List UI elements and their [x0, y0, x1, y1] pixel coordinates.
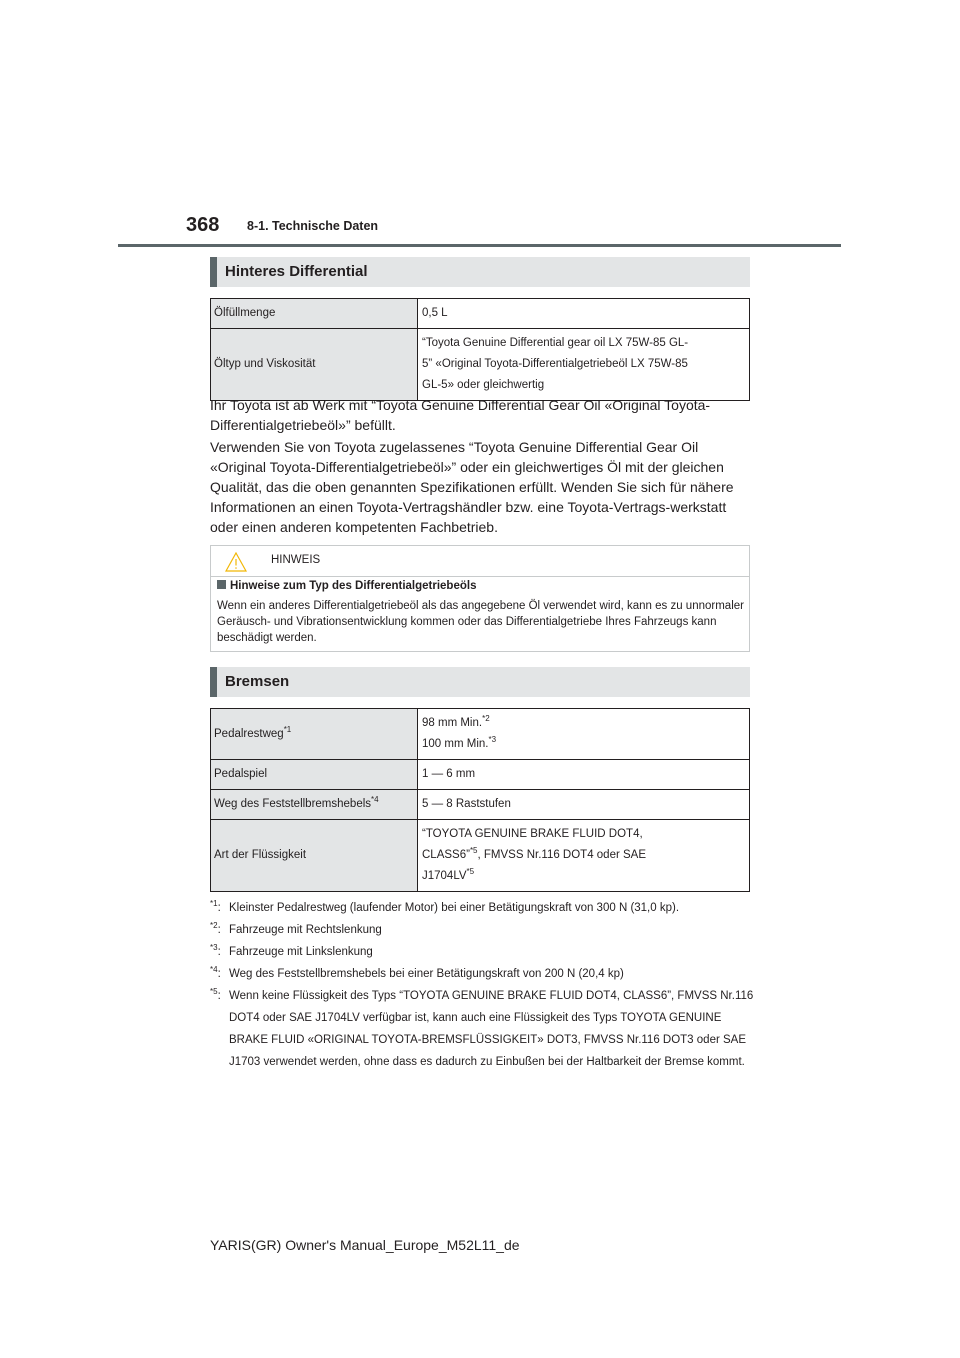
- oil-type-line: GL-5» oder gleichwertig: [422, 379, 545, 391]
- table-row: [211, 709, 750, 760]
- table-row: [211, 329, 750, 401]
- footnotes: [210, 897, 760, 1073]
- oil-type-line: “Toyota Genuine Differential gear oil LX 75W-85 GL-: [422, 337, 689, 349]
- footnote-text: Fahrzeuge mit Linkslenkung: [229, 946, 373, 958]
- pedal-reserve-label: [211, 709, 418, 760]
- footnote-mark-text: *1: [210, 899, 218, 909]
- pedal-reserve-lhd-text: 100 mm Min.: [422, 738, 489, 750]
- fluid-line-text: , FMVSS Nr.116 DOT4 oder SAE: [477, 849, 647, 861]
- table-row: [211, 760, 750, 790]
- footnote: [210, 985, 760, 1073]
- footnote: [210, 941, 760, 963]
- footnote-ref: *2: [482, 714, 490, 724]
- footnote-ref: *5: [469, 846, 478, 856]
- footnote-text: Fahrzeuge mit Rechtslenkung: [229, 924, 382, 936]
- notice-body: Wenn ein anderes Differentialgetriebeöl als das angegebene Öl verwendet wird, kann es zu unnormaler Geräusch- und Vibrationsentwicklung kommen oder das Differentialgetriebe Ihres Fahrzeugs kann beschädigt werden.: [217, 600, 744, 644]
- footnote-mark: $^{*3}$:: [210, 943, 221, 958]
- footnote-text: Kleinster Pedalrestweg (laufender Motor) bei einer Betätigungskraft von 300 N (31,0 kp).: [229, 902, 680, 914]
- section-heading-brakes: Bremsen: [210, 667, 750, 697]
- pedal-reserve-rhd-text: 98 mm Min.: [422, 717, 483, 729]
- pedal-reserve-rhd: [422, 713, 746, 734]
- oil-type-label: Öltyp und Viskosität: [211, 329, 418, 401]
- caution-triangle-icon: [225, 552, 247, 572]
- brakes-table: [210, 708, 750, 892]
- footnote-mark-text: *3: [210, 943, 218, 953]
- rear-differential-table: [210, 298, 750, 401]
- notice-header: [211, 546, 749, 577]
- notice-box: [210, 545, 750, 652]
- parking-brake-value: 5 — 8 Raststufen: [418, 790, 750, 820]
- fluid-line: “TOYOTA GENUINE BRAKE FLUID DOT4,: [422, 828, 643, 840]
- square-bullet-icon: [217, 580, 226, 589]
- footnote-mark: $^{*2}$:: [210, 921, 221, 936]
- parking-brake-label: [211, 790, 418, 820]
- footnote: [210, 963, 760, 985]
- footnote-mark: $^{*4}$:: [210, 965, 221, 980]
- pedal-reserve-label-text: Pedalrestweg: [214, 727, 284, 740]
- fluid-type-value: [418, 820, 750, 892]
- table-row: [211, 299, 750, 329]
- footnote-mark: $^{*1}$:: [210, 899, 221, 914]
- table-row: [211, 790, 750, 820]
- factory-fill-paragraph: Ihr Toyota ist ab Werk mit “Toyota Genuine Differential Gear Oil «Original Toyota-Differentialgetriebeöl»” befüllt.: [210, 397, 711, 433]
- footnote: [210, 897, 760, 919]
- footnote-ref: *5: [466, 867, 475, 877]
- oil-type-value: [418, 329, 750, 401]
- pedal-reserve-value: [418, 709, 750, 760]
- section-heading-rear-differential: Hinteres Differential: [210, 257, 750, 287]
- notice-subtitle-text: Hinweise zum Typ des Differentialgetriebeöls: [230, 580, 477, 592]
- fluid-type-label: Art der Flüssigkeit: [211, 820, 418, 892]
- footnote-ref: *1: [283, 724, 292, 734]
- notice-label: HINWEIS: [271, 554, 321, 566]
- footnote-mark: $^{*5}$:: [210, 987, 221, 1002]
- table-row: [211, 820, 750, 892]
- footnote-mark-text: *2: [210, 921, 218, 931]
- footnote: [210, 919, 760, 941]
- pedal-play-label: Pedalspiel: [211, 760, 418, 790]
- fluid-line-text: J1704LV: [422, 870, 467, 882]
- fluid-line: [422, 866, 746, 887]
- pedal-reserve-lhd: [422, 734, 746, 755]
- notice-subtitle: [217, 580, 476, 592]
- footer-manual-id: YARIS(GR) Owner's Manual_Europe_M52L11_de: [210, 1237, 520, 1253]
- pedal-play-value: 1 — 6 mm: [418, 760, 750, 790]
- page-number: 368: [186, 214, 220, 236]
- footnote-text: Wenn keine Flüssigkeit des Typs “TOYOTA GENUINE BRAKE FLUID DOT4, CLASS6”, FMVSS Nr.116 DOT4 oder SAE J1704LV verfügbar ist, kann auch eine Flüssigkeit des Typs TOYOTA GENUINE BRAKE FLUID «ORIGINAL TOYOTA-BREMSFLÜSSIGKEIT» DOT3, FMVSS Nr.116 DOT3 oder SAE J1703 verwendet werden, ohne dass es dadurch zu Einbußen bei der Haltbarkeit der Bremse kommt.: [229, 990, 754, 1068]
- fluid-line-text: CLASS6”: [422, 849, 470, 861]
- footnote-text: Weg des Feststellbremshebels bei einer Betätigungskraft von 200 N (20,4 kp): [229, 968, 624, 980]
- chapter-title: 8-1. Technische Daten: [247, 219, 379, 233]
- oil-capacity-label: Ölfüllmenge: [211, 299, 418, 329]
- header-rule: [118, 244, 841, 247]
- oil-capacity-value: 0,5 L: [418, 299, 750, 329]
- footnote-ref: *3: [488, 735, 497, 745]
- footnote-ref: *4: [371, 795, 379, 805]
- oil-type-line: 5” «Original Toyota-Differentialgetriebeöl LX 75W-85: [422, 358, 688, 370]
- footnote-mark-text: *5: [210, 987, 218, 997]
- parking-brake-label-text: Weg des Feststellbremshebels: [214, 798, 372, 810]
- footnote-mark-text: *4: [210, 965, 218, 975]
- recommendation-paragraph: Verwenden Sie von Toyota zugelassenes “Toyota Genuine Differential Gear Oil «Original Toyota-Differentialgetriebeöl»” oder ein gleichwertiges Öl mit der gleichen Qualität, das die oben genannten Spezifikationen erfüllt. Wenden Sie sich für nähere Informationen an einen Toyota-Vertragshändler bzw. eine Toyota-Vertrags-werkstatt oder einen anderen kompetenten Fachbetrieb.: [210, 439, 734, 535]
- fluid-line: [422, 845, 746, 866]
